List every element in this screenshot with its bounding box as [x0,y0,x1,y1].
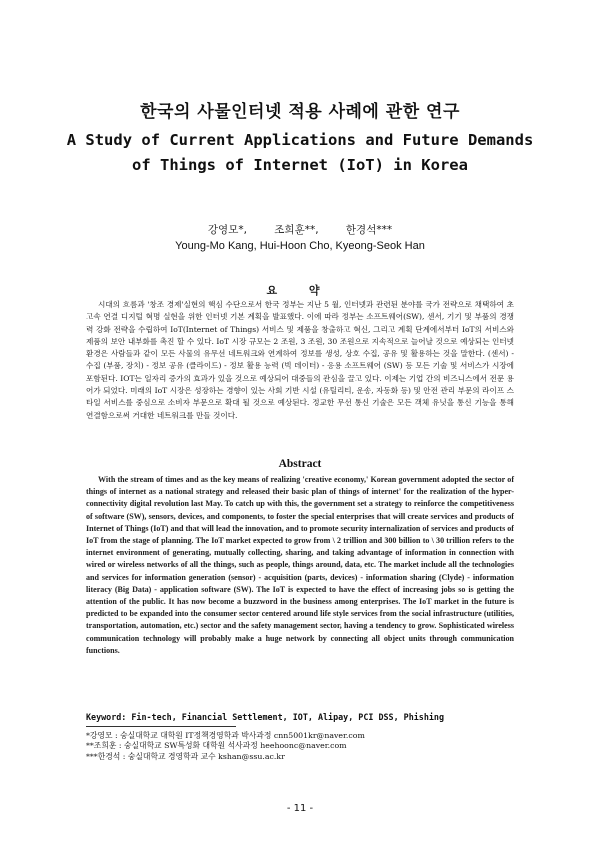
abstract-heading: Abstract [278,458,322,470]
footnotes [86,731,526,762]
authors-english: Young-Mo Kang, Hui-Hoon Cho, Kyeong-Seok Han [175,240,425,252]
authors-korean [0,222,600,237]
footnote-author-1: *강영모 : 숭실대학교 대학원 IT정책경영학과 박사과정 cnn5001kr@naver.com [86,731,365,740]
footnote-author-3: ***한경석 : 숭실대학교 경영학과 교수 kshan@ssu.ac.kr [86,751,285,761]
keywords: Keyword: Fin-tech, Financial Settlement, IOT, Alipay, PCI DSS, Phishing [86,712,444,722]
title-english: A Study of Current Applications and Future Demands of Things of Internet (IoT) in Korea [66,131,534,174]
korean-summary: 시대의 흐름과 '창조 경제'실현의 핵심 수단으로서 한국 정부는 지난 5 월, 인터넷과 관련된 분야를 국가 전략으로 채택하여 초고속 연결 디지털 혁명 실현을 위한 인터넷 기본 계획을 발표했다. 이에 따라 정부는 소프트웨어(SW), 센서, 기기 및 부품의 경쟁력 강화 전략을 수립하여 IoT(Internet of Things) 서비스 및 제품을 창출하고 혁신, 그리고 계획 단계에서부터 IoT의 서비스와 제품의 보안 내부화를 촉진 할 수 있다. IoT 시장 규모는 2 조원, 3 조원, 30 조원으로 지속적으로 늘어날 것으로 예상되는 인터넷 환경은 사람들과 같이 모든 사물의 유무선 네트워크와 연계하여 정보를 생성, 상호 수집, 공유 및 활용하는 것을 말한다. (센서) - 수집 (부품, 장치) - 정보 공유 (클라이드) - 정보 활용 능력 (빅 데이터) - 응용 소프트웨어 (SW) 등 모든 기술 및 서비스가 시장에 포함된다. IOT는 일자리 증가의 효과가 있을 것으로 예상되어 대중들의 관심을 끌고 있다. 이제는 기업 간의 비즈니스에서 전문 용어가 되었다. 미래의 IoT 시장은 성장하는 경향이 있는 사회 기반 시설 (유틸리티, 운송, 자동화 등) 및 안전 관리 부문의 라이프 스타일 서비스를 중심으로 소비자 부문으로 확대 될 것으로 예상된다. 정교한 무선 통신 기술은 모든 객체 유닛을 통신 기능을 통해 연결함으로써 거대한 네트워크를 만들 것이다. [86,300,514,420]
footnote-author-2: **조희훈 : 숭실대학교 SW특성화 대학원 석사과정 heehoonc@naver.com [86,741,347,751]
footnote-divider [86,726,236,727]
author-3-korean: 한경석*** [345,224,393,236]
title-korean: 한국의 사물인터넷 적용 사례에 관한 연구 [140,102,460,122]
summary-heading: 요 약 [266,284,334,297]
author-2-korean: 조희훈**, [274,224,319,236]
author-1-korean: 강영모*, [207,224,247,236]
page-number: - 11 - [286,803,314,814]
english-abstract: With the stream of times and as the key means of realizing 'creative economy,' Korean government adopted the sector of things of internet as a national strategy and released their basic plan of things of internet' for the realization of the hyper-connectivity digital revolution last May. To catch up with this, the government set a strategy to reinforce the competitiveness of software (SW), sensors, devices, and components, to foster the special enterprises that will create services and products of Internet of Things (IoT) and that will lead the innovation, and to promote security internalization of services and products of IoT from the stage of planning. The IoT market expected to grow from \ 2 trillion and 300 billion to \ 30 trillion refers to the internet environment of generating, mutually collecting, sharing, and taking advantage of information in connection with wired or wireless networks of all the things, such as people, things around, data, etc. The market include all the technologies and services for information generation (sensor) - acquisition (parts, devices) - information sharing (Clyde) - information literacy (Big Data) - application software (SW). The IoT is expected to have the effect of increasing jobs so is getting the attention of the public. It has now become a buzzword in the business among enterprises. The IoT market in the future is predicted to be expanded into the consumer sector centered around life style services from the social infrastructure (utilities, transportation, automation, etc.) sector and the safety management sector, having a tendency to grow. Sophisticated wireless communication technology will probably make a huge network by connecting all object units through communication functions. [86,475,514,655]
